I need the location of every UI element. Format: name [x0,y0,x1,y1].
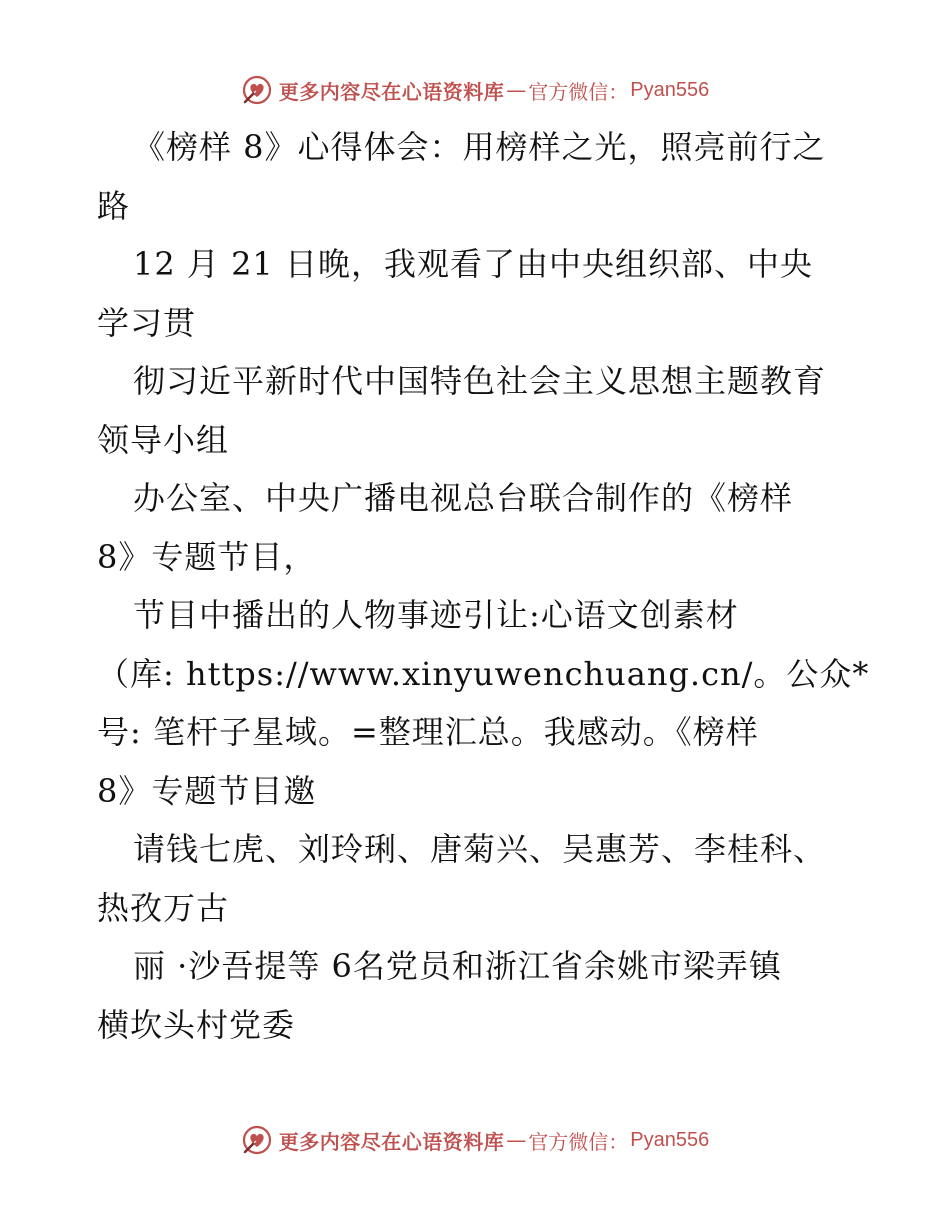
banner-wechat-id: Pyan556 [630,78,710,101]
text-line: 8》专题节目邀 [97,771,317,810]
text-line: 12 月 21 日晚，我观看了由中央组织部、中央 [133,245,813,283]
banner-separator: — [506,1128,527,1152]
text-line: 彻习近平新时代中国特色社会主义思想主题教育 [133,362,827,400]
header-banner [0,70,950,110]
footer-banner [0,1120,950,1160]
text-line: 横坎头村党委 [97,1005,296,1044]
banner-separator: — [506,78,527,102]
banner-official-label: 官方微信： [528,1129,629,1154]
heart-pen-logo-icon [241,74,273,106]
text-line: 领导小组 [97,420,230,459]
text-line: 丽 ·沙吾提等 6名党员和浙江省余姚市梁弄镇 [133,947,782,985]
document-body [97,118,870,1054]
banner-text: 更多内容尽在心语资料库 [278,79,505,104]
text-line: 8》专题节目， [97,537,317,576]
text-line: 请钱七虎、刘玲琍、唐菊兴、吴惠芳、李桂科、 [133,830,827,868]
text-line: 学习贯 [97,303,197,342]
heart-pen-logo-icon [241,1124,273,1156]
text-line: 办公室、中央广播电视总台联合制作的《榜样 [133,479,794,517]
banner-wechat-id: Pyan556 [630,1128,710,1151]
text-line: （库: https://www.xinyuwenchuang.cn/。公众* [97,654,870,693]
text-line: 节目中播出的人物事迹引让:心语文创素材 [133,596,739,634]
text-line: 路 [97,186,131,225]
banner-text: 更多内容尽在心语资料库 [278,1129,505,1154]
banner-official-label: 官方微信： [528,79,629,104]
text-line: 号: 笔杆子星域。=整理汇总。我感动。《榜样 [97,713,759,751]
title-line: 《榜样 8》心得体会：用榜样之光，照亮前行之 [133,128,826,166]
text-line: 热孜万古 [97,888,230,927]
